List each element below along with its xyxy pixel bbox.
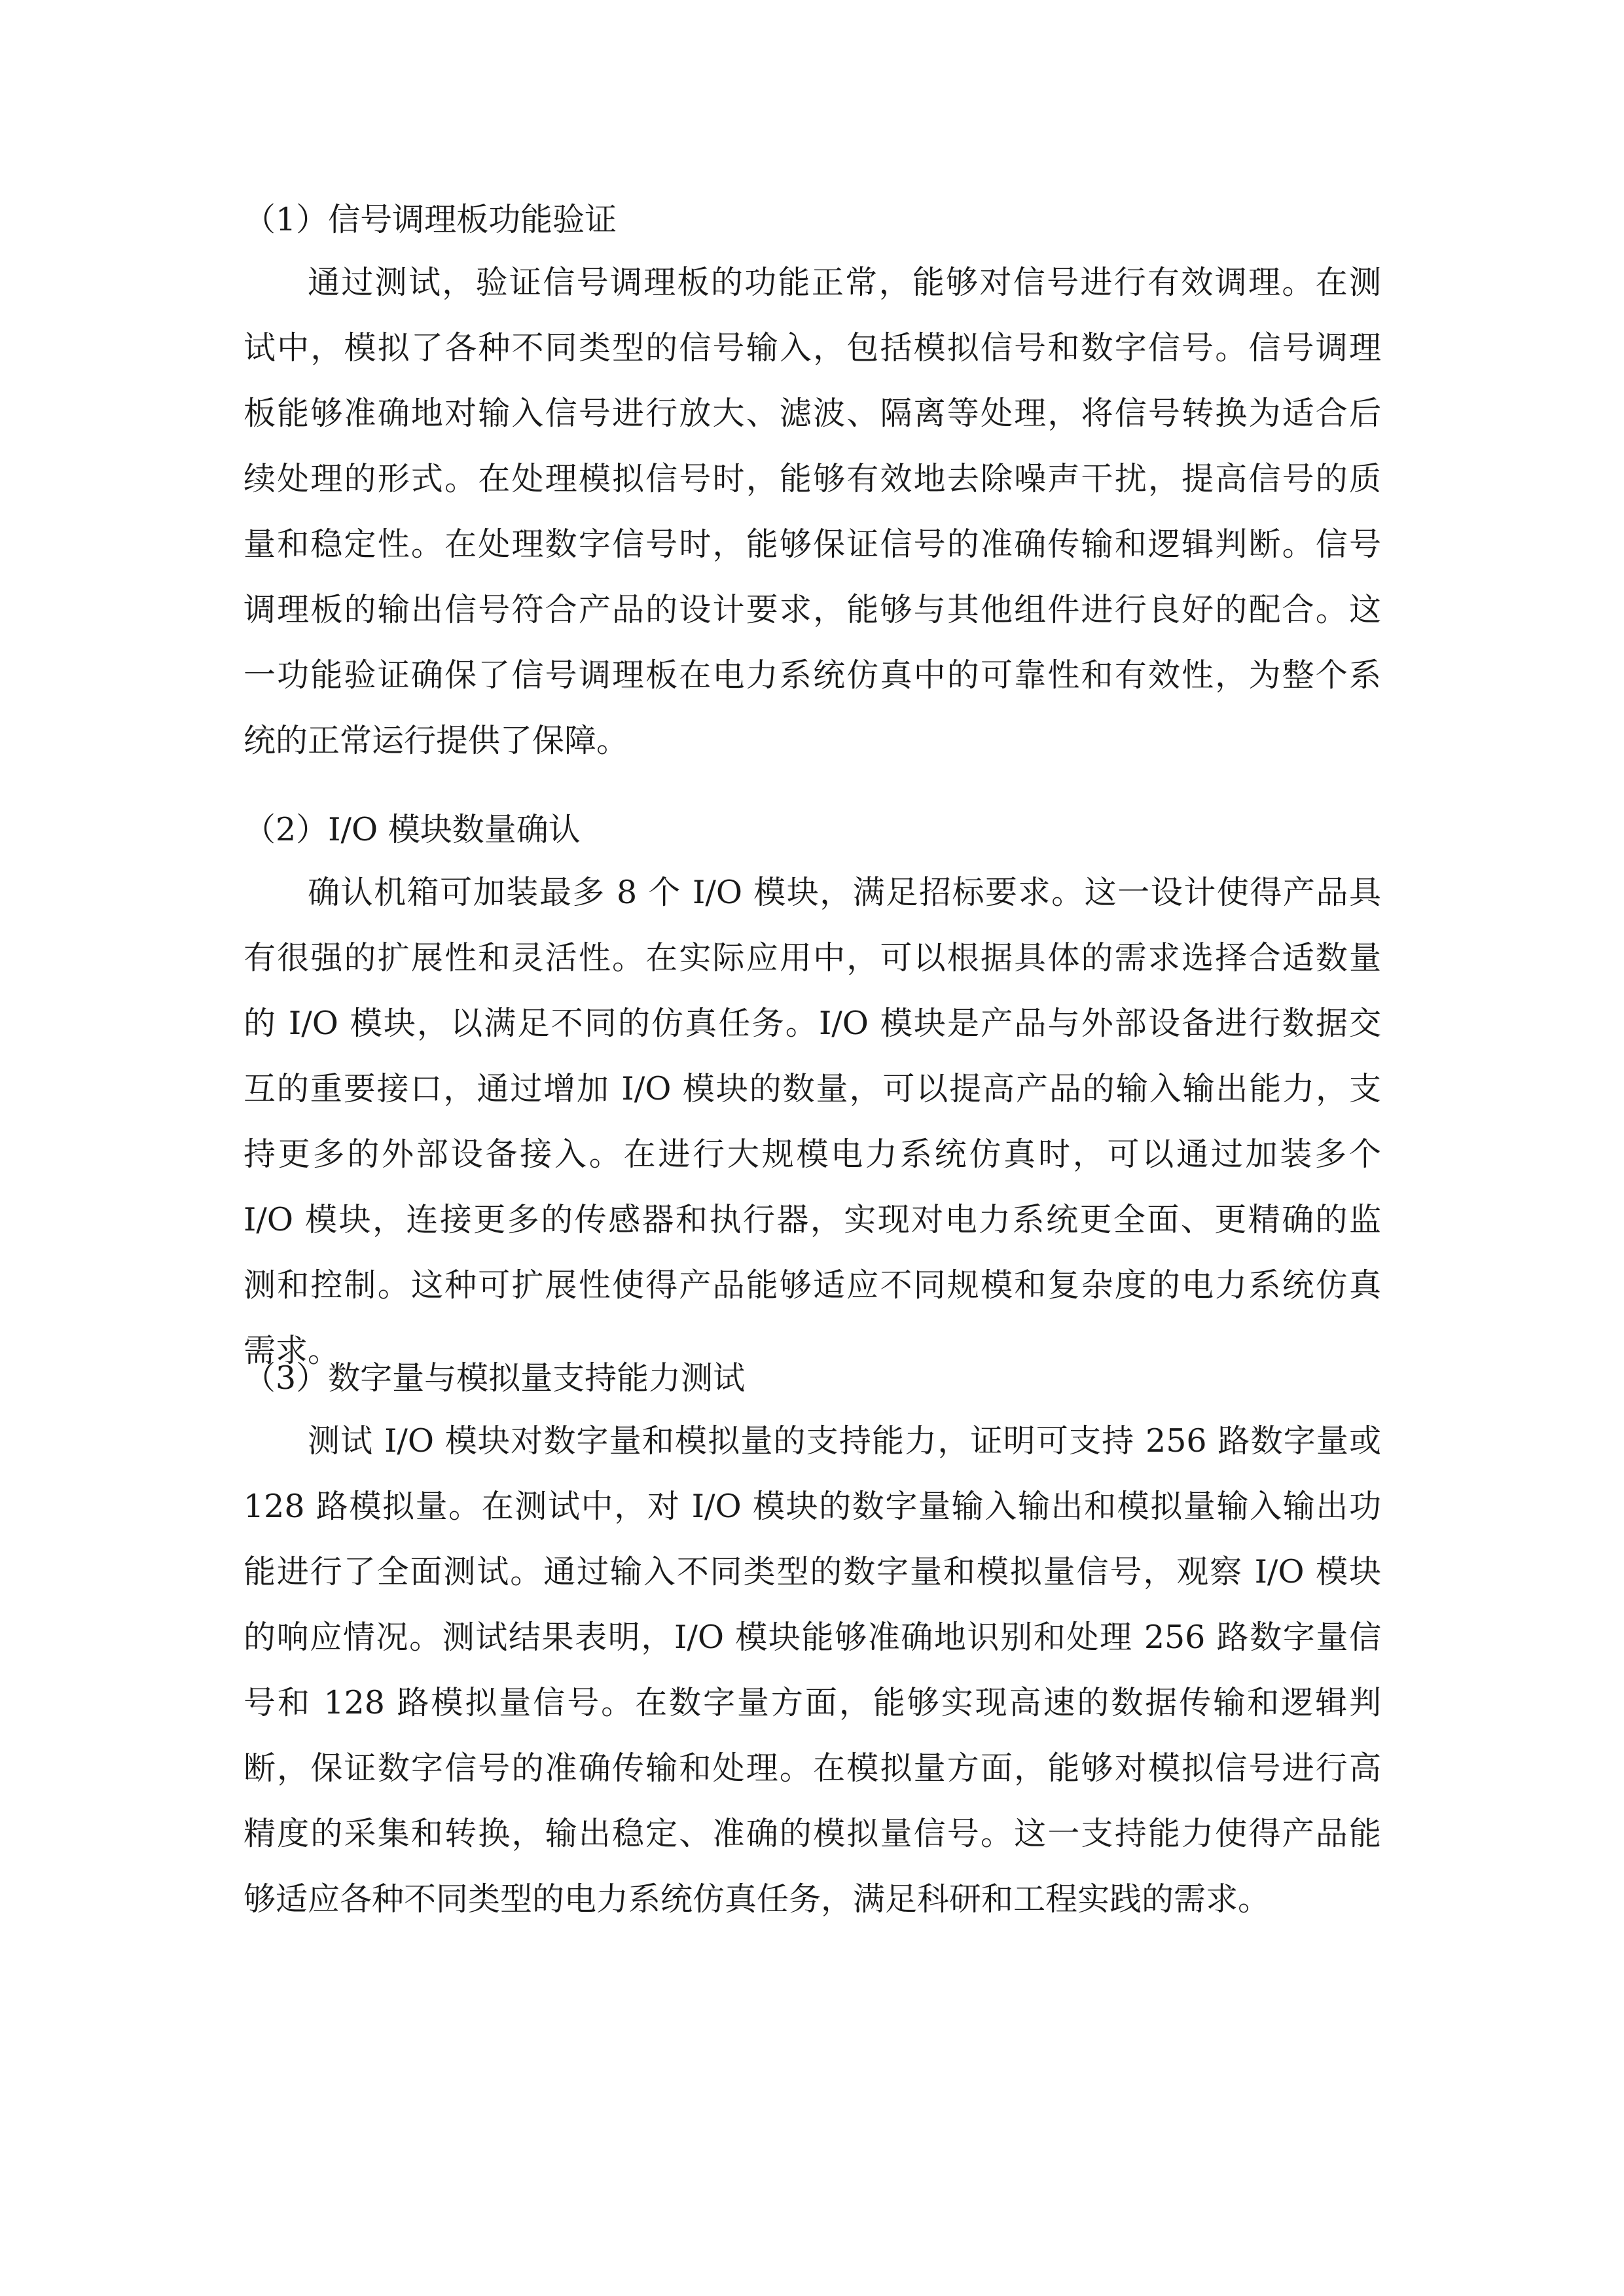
section-paragraph [244,860,1381,1384]
paragraph-line: 128 路模拟量。在测试中，对 I/O 模块的数字量输入输出和模拟量输入输出功 [244,1488,1381,1525]
paragraph-line: 量和稳定性。在处理数字信号时，能够保证信号的准确传输和逻辑判断。信号 [244,526,1381,563]
paragraph-line: 能进行了全面测试。通过输入不同类型的数字量和模拟量信号，观察 I/O 模块 [244,1553,1381,1590]
paragraph-line: 够适应各种不同类型的电力系统仿真任务，满足科研和工程实践的需求。 [244,1880,1271,1918]
paragraph-line: 确认机箱可加装最多 8 个 I/O 模块，满足招标要求。这一设计使得产品具 [308,874,1381,911]
section-paragraph [244,1408,1381,1932]
section-signal-conditioning [244,190,1381,774]
paragraph-line: 互的重要接口，通过增加 I/O 模块的数量，可以提高产品的输入输出能力，支 [244,1070,1381,1107]
paragraph-line: 测试 I/O 模块对数字量和模拟量的支持能力，证明可支持 256 路数字量或 [308,1422,1381,1460]
section-paragraph [244,250,1381,774]
section-heading: （1）信号调理板功能验证 [244,201,617,238]
paragraph-line: 续处理的形式。在处理模拟信号时，能够有效地去除噪声干扰，提高信号的质 [244,460,1381,497]
paragraph-line: 通过测试，验证信号调理板的功能正常，能够对信号进行有效调理。在测 [308,264,1381,301]
paragraph-line: 号和 128 路模拟量信号。在数字量方面，能够实现高速的数据传输和逻辑判 [244,1684,1381,1721]
paragraph-line: 持更多的外部设备接入。在进行大规模电力系统仿真时，可以通过加装多个 [244,1136,1381,1173]
paragraph-line: 精度的采集和转换，输出稳定、准确的模拟量信号。这一支持能力使得产品能 [244,1815,1381,1852]
paragraph-line: 需求。 [244,1332,340,1369]
paragraph-line: 有很强的扩展性和灵活性。在实际应用中，可以根据具体的需求选择合适数量 [244,939,1381,977]
paragraph-line: 测和控制。这种可扩展性使得产品能够适应不同规模和复杂度的电力系统仿真 [244,1266,1381,1304]
paragraph-line: 调理板的输出信号符合产品的设计要求，能够与其他组件进行良好的配合。这 [244,591,1381,628]
paragraph-line: 断，保证数字信号的准确传输和处理。在模拟量方面，能够对模拟信号进行高 [244,1749,1381,1787]
paragraph-line: 试中，模拟了各种不同类型的信号输入，包括模拟信号和数字信号。信号调理 [244,329,1381,367]
section-heading: （2）I/O 模块数量确认 [244,811,581,848]
section-digital-analog-test [244,1348,1381,1932]
section-io-module-count [244,800,1381,1384]
paragraph-line: I/O 模块，连接更多的传感器和执行器，实现对电力系统更全面、更精确的监 [244,1201,1381,1238]
paragraph-line: 的 I/O 模块，以满足不同的仿真任务。I/O 模块是产品与外部设备进行数据交 [244,1005,1381,1042]
paragraph-line: 的响应情况。测试结果表明，I/O 模块能够准确地识别和处理 256 路数字量信 [244,1619,1381,1656]
section-heading: （3）数字量与模拟量支持能力测试 [244,1359,746,1397]
paragraph-line: 板能够准确地对输入信号进行放大、滤波、隔离等处理，将信号转换为适合后 [244,395,1381,432]
paragraph-line: 统的正常运行提供了保障。 [244,722,629,759]
paragraph-line: 一功能验证确保了信号调理板在电力系统仿真中的可靠性和有效性，为整个系 [244,656,1381,694]
